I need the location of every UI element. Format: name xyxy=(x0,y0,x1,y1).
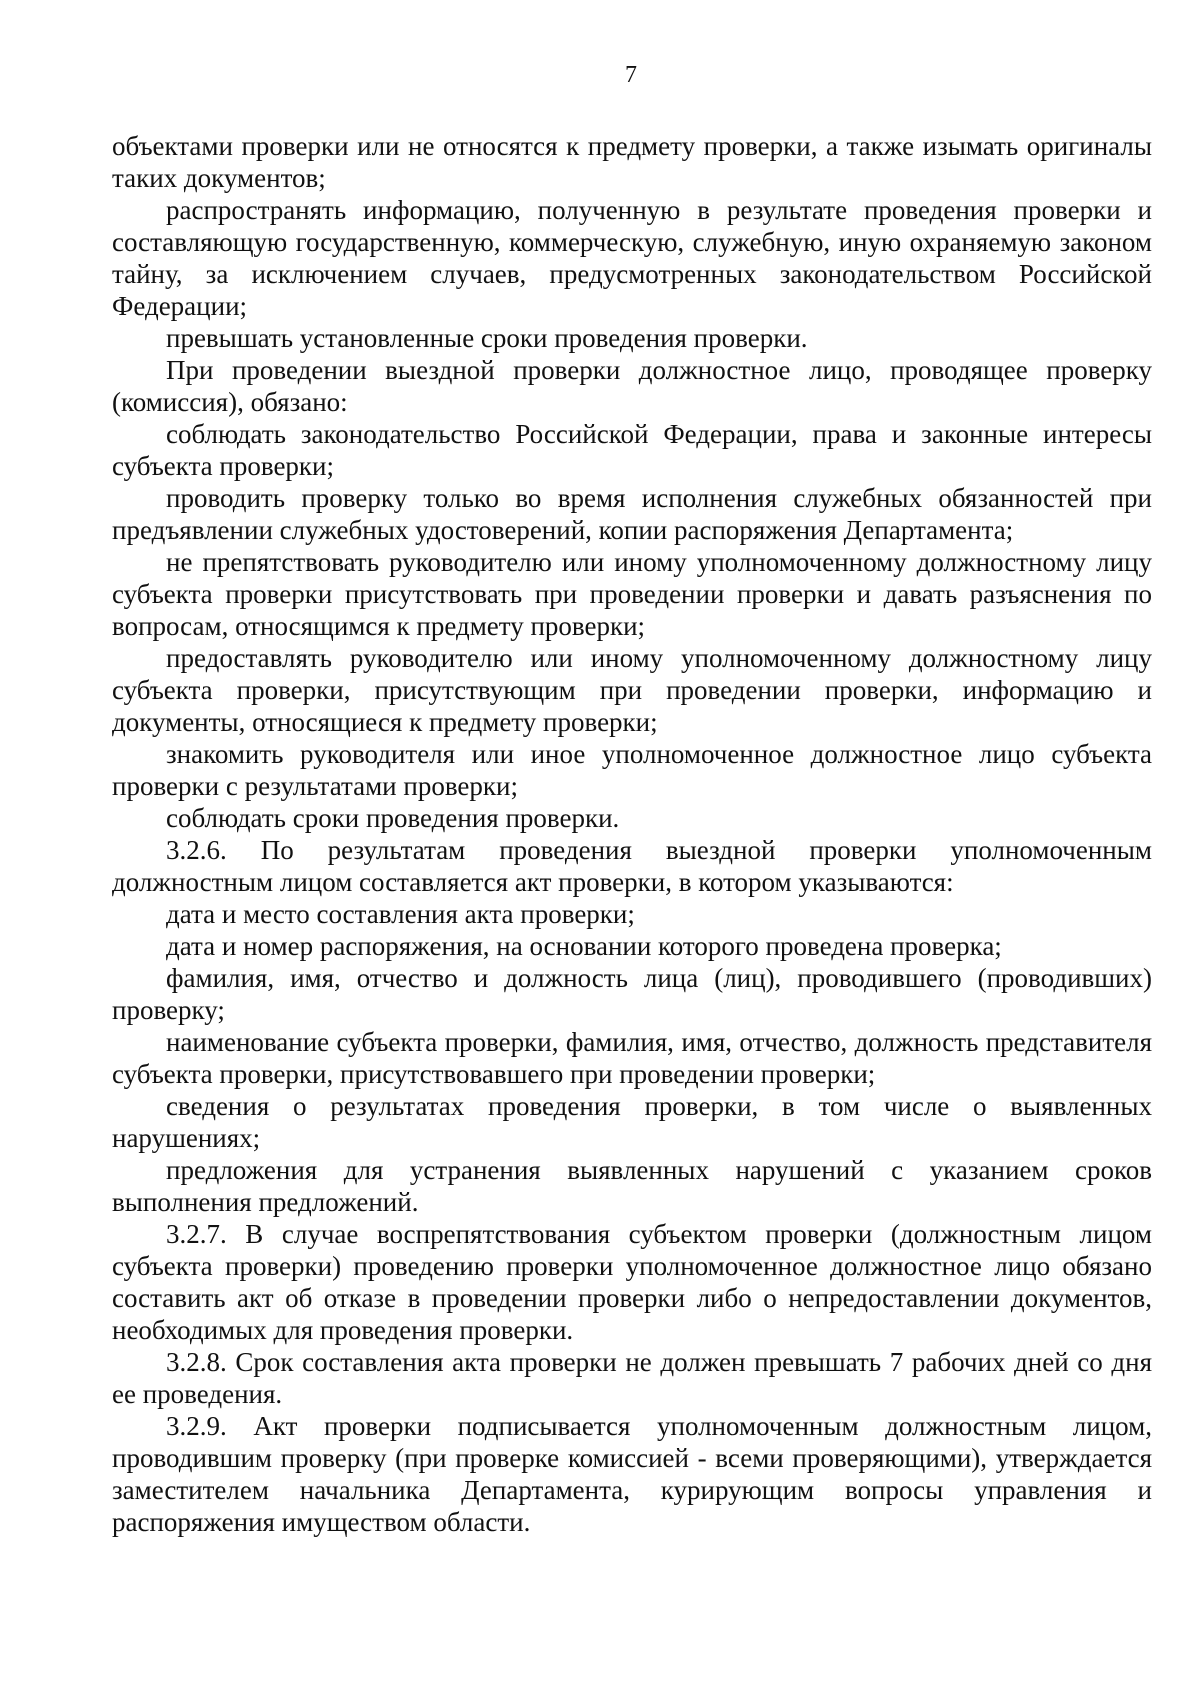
paragraph: соблюдать законодательство Российской Федерации, права и законные интересы субъекта проверки; xyxy=(112,419,1152,481)
paragraph: сведения о результатах проведения проверки, в том числе о выявленных нарушениях; xyxy=(112,1091,1152,1153)
paragraph: распространять информацию, полученную в результате проведения проверки и составляющую государственную, коммерческую, служебную, иную охраняемую законом тайну, за исключением случаев, предусмотренных законодательством Российской Федерации; xyxy=(112,195,1152,321)
page-number: 7 xyxy=(625,62,637,88)
paragraph: При проведении выездной проверки должностное лицо, проводящее проверку (комиссия), обязано: xyxy=(112,355,1152,417)
paragraph: предоставлять руководителю или иному уполномоченному должностному лицу субъекта проверки, присутствующим при проведении проверки, информацию и документы, относящиеся к предмету проверки; xyxy=(112,643,1152,737)
paragraph: дата и номер распоряжения, на основании которого проведена проверка; xyxy=(166,931,1002,961)
paragraph: 3.2.9. Акт проверки подписывается уполномоченным должностным лицом, проводившим проверку (при проверке комиссией - всеми проверяющими), утверждается заместителем начальника Департамента, курирующим вопросы управления и распоряжения имуществом области. xyxy=(112,1411,1152,1537)
paragraph: проводить проверку только во время исполнения служебных обязанностей при предъявлении служебных удостоверений, копии распоряжения Департамента; xyxy=(112,483,1152,545)
paragraph: соблюдать сроки проведения проверки. xyxy=(166,803,620,833)
paragraph: дата и место составления акта проверки; xyxy=(166,899,635,929)
paragraph: наименование субъекта проверки, фамилия, имя, отчество, должность представителя субъекта проверки, присутствовавшего при проведении проверки; xyxy=(112,1027,1152,1089)
paragraph: фамилия, имя, отчество и должность лица (лиц), проводившего (проводивших) проверку; xyxy=(112,963,1152,1025)
paragraph: 3.2.6. По результатам проведения выездной проверки уполномоченным должностным лицом составляется акт проверки, в котором указываются: xyxy=(112,835,1152,897)
paragraph: предложения для устранения выявленных нарушений с указанием сроков выполнения предложений. xyxy=(112,1155,1152,1217)
paragraph: 3.2.7. В случае воспрепятствования субъектом проверки (должностным лицом субъекта проверки) проведению проверки уполномоченное должностное лицо обязано составить акт об отказе в проведении проверки либо о непредоставлении документов, необходимых для проведения проверки. xyxy=(112,1219,1152,1345)
paragraph: превышать установленные сроки проведения проверки. xyxy=(166,323,808,353)
paragraph: объектами проверки или не относятся к предмету проверки, а также изымать оригиналы таких документов; xyxy=(112,131,1152,193)
document-body xyxy=(112,130,1152,1538)
paragraph: знакомить руководителя или иное уполномоченное должностное лицо субъекта проверки с результатами проверки; xyxy=(112,739,1152,801)
paragraph: 3.2.8. Срок составления акта проверки не должен превышать 7 рабочих дней со дня ее проведения. xyxy=(112,1347,1152,1409)
paragraph: не препятствовать руководителю или иному уполномоченному должностному лицу субъекта проверки присутствовать при проведении проверки и давать разъяснения по вопросам, относящимся к предмету проверки; xyxy=(112,547,1152,641)
